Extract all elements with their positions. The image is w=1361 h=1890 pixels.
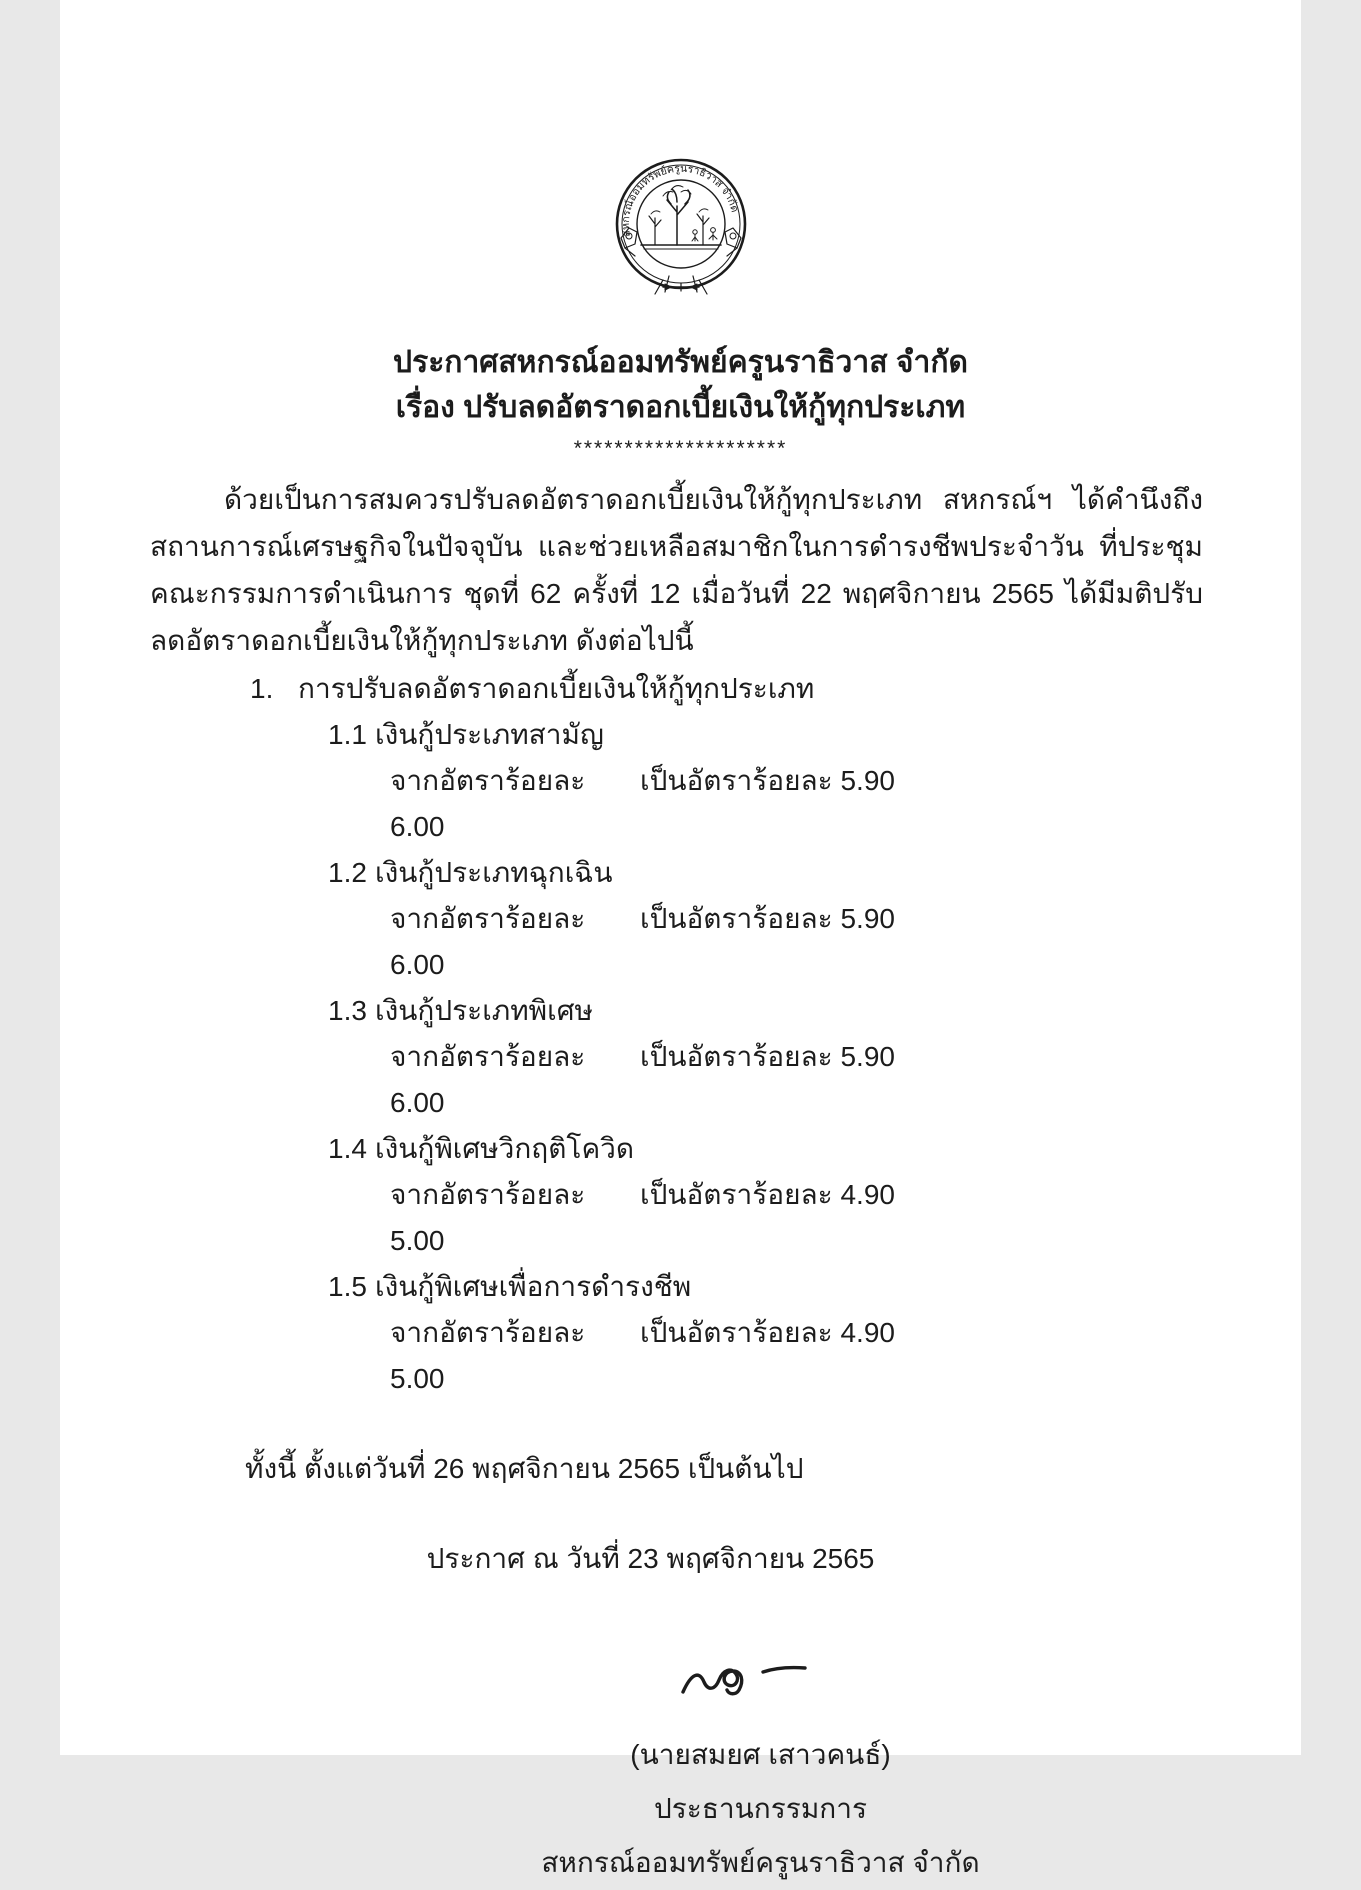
loan-item bbox=[60, 1126, 1301, 1264]
signer-name: (นายสมยศ เสาวคนธ์) bbox=[630, 1739, 891, 1770]
rate-to: เป็นอัตราร้อยละ 5.90 bbox=[640, 1041, 895, 1072]
loan-item-number: 1.1 bbox=[328, 719, 367, 750]
rate-to: เป็นอัตราร้อยละ 5.90 bbox=[640, 765, 895, 796]
loan-item-number: 1.4 bbox=[328, 1133, 367, 1164]
loan-item-label: เงินกู้พิเศษเพื่อการดำรงชีพ bbox=[375, 1271, 692, 1302]
loan-rate-row bbox=[390, 1034, 1301, 1126]
rate-to: เป็นอัตราร้อยละ 4.90 bbox=[640, 1179, 895, 1210]
loan-label-row bbox=[328, 850, 1301, 896]
loan-item-number: 1.3 bbox=[328, 995, 367, 1026]
handwritten-signature bbox=[671, 1640, 851, 1712]
intro-paragraph: ด้วยเป็นการสมควรปรับลดอัตราดอกเบี้ยเงินให้กู้ทุกประเภท สหกรณ์ฯ ได้คำนึงถึงสถานการณ์เศรษฐกิจในปัจจุบัน และช่วยเหลือสมาชิกในการดำรงชีพประจำวัน ที่ประชุมคณะกรรมการดำเนินการ ชุดที่ 62 ครั้งที่ 12 เมื่อวันที่ 22 พฤศจิกายน 2565 ได้มีมติปรับลดอัตราดอกเบี้ยเงินให้กู้ทุกประเภท ดังต่อไปนี้ bbox=[150, 484, 1203, 656]
loan-item bbox=[60, 850, 1301, 988]
loan-label-row bbox=[328, 712, 1301, 758]
signer-organization: สหกรณ์ออมทรัพย์ครูนราธิวาส จำกัด bbox=[541, 1847, 980, 1878]
rate-from: จากอัตราร้อยละ 5.00 bbox=[390, 1317, 586, 1394]
loan-item-number: 1.5 bbox=[328, 1271, 367, 1302]
list-number: 1. bbox=[250, 673, 274, 704]
announcement-document bbox=[60, 0, 1301, 1878]
signer-title: ประธานกรรมการ bbox=[653, 1793, 867, 1824]
list-heading-text: การปรับลดอัตราดอกเบี้ยเงินให้กู้ทุกประเภท bbox=[298, 673, 815, 704]
loan-item bbox=[60, 1264, 1301, 1402]
svg-text:สหกรณ์ออมทรัพย์ครูนราธิวาส จำก: สหกรณ์ออมทรัพย์ครูนราธิวาส จำกัด bbox=[619, 162, 741, 238]
loan-item bbox=[60, 988, 1301, 1126]
list-heading bbox=[250, 666, 1301, 712]
effective-date-line: ทั้งนี้ ตั้งแต่วันที่ 26 พฤศจิกายน 2565 เป็นต้นไป bbox=[245, 1453, 804, 1484]
announcement-date-line: ประกาศ ณ วันที่ 23 พฤศจิกายน 2565 bbox=[426, 1543, 875, 1574]
loan-label-row bbox=[328, 1126, 1301, 1172]
rate-to: เป็นอัตราร้อยละ 4.90 bbox=[640, 1317, 895, 1348]
loan-item-number: 1.2 bbox=[328, 857, 367, 888]
rate-from: จากอัตราร้อยละ 6.00 bbox=[390, 765, 586, 842]
rate-from: จากอัตราร้อยละ 6.00 bbox=[390, 903, 586, 980]
loan-item bbox=[60, 712, 1301, 850]
loan-item-label: เงินกู้พิเศษวิกฤติโควิด bbox=[375, 1133, 635, 1164]
loan-rate-row bbox=[390, 1310, 1301, 1402]
rate-from: จากอัตราร้อยละ 5.00 bbox=[390, 1179, 586, 1256]
cooperative-seal-logo bbox=[60, 0, 1301, 302]
loan-label-row bbox=[328, 988, 1301, 1034]
loan-item-label: เงินกู้ประเภทพิเศษ bbox=[375, 995, 593, 1026]
rate-to: เป็นอัตราร้อยละ 5.90 bbox=[640, 903, 895, 934]
document-title: ประกาศสหกรณ์ออมทรัพย์ครูนราธิวาส จำกัด bbox=[393, 346, 968, 379]
loan-rate-row bbox=[390, 896, 1301, 988]
loan-label-row bbox=[328, 1264, 1301, 1310]
loan-rate-row bbox=[390, 758, 1301, 850]
title-block bbox=[60, 340, 1301, 462]
cooperative-seal-icon bbox=[611, 152, 751, 302]
loan-rate-list bbox=[60, 666, 1301, 1402]
loan-item-label: เงินกู้ประเภทฉุกเฉิน bbox=[375, 857, 613, 888]
asterisk-divider: ********************* bbox=[573, 437, 788, 460]
signature-block bbox=[140, 1640, 1361, 1890]
document-subject: เรื่อง ปรับลดอัตราดอกเบี้ยเงินให้กู้ทุกประเภท bbox=[395, 391, 966, 424]
rate-from: จากอัตราร้อยละ 6.00 bbox=[390, 1041, 586, 1118]
loan-item-label: เงินกู้ประเภทสามัญ bbox=[375, 719, 604, 750]
loan-rate-row bbox=[390, 1172, 1301, 1264]
